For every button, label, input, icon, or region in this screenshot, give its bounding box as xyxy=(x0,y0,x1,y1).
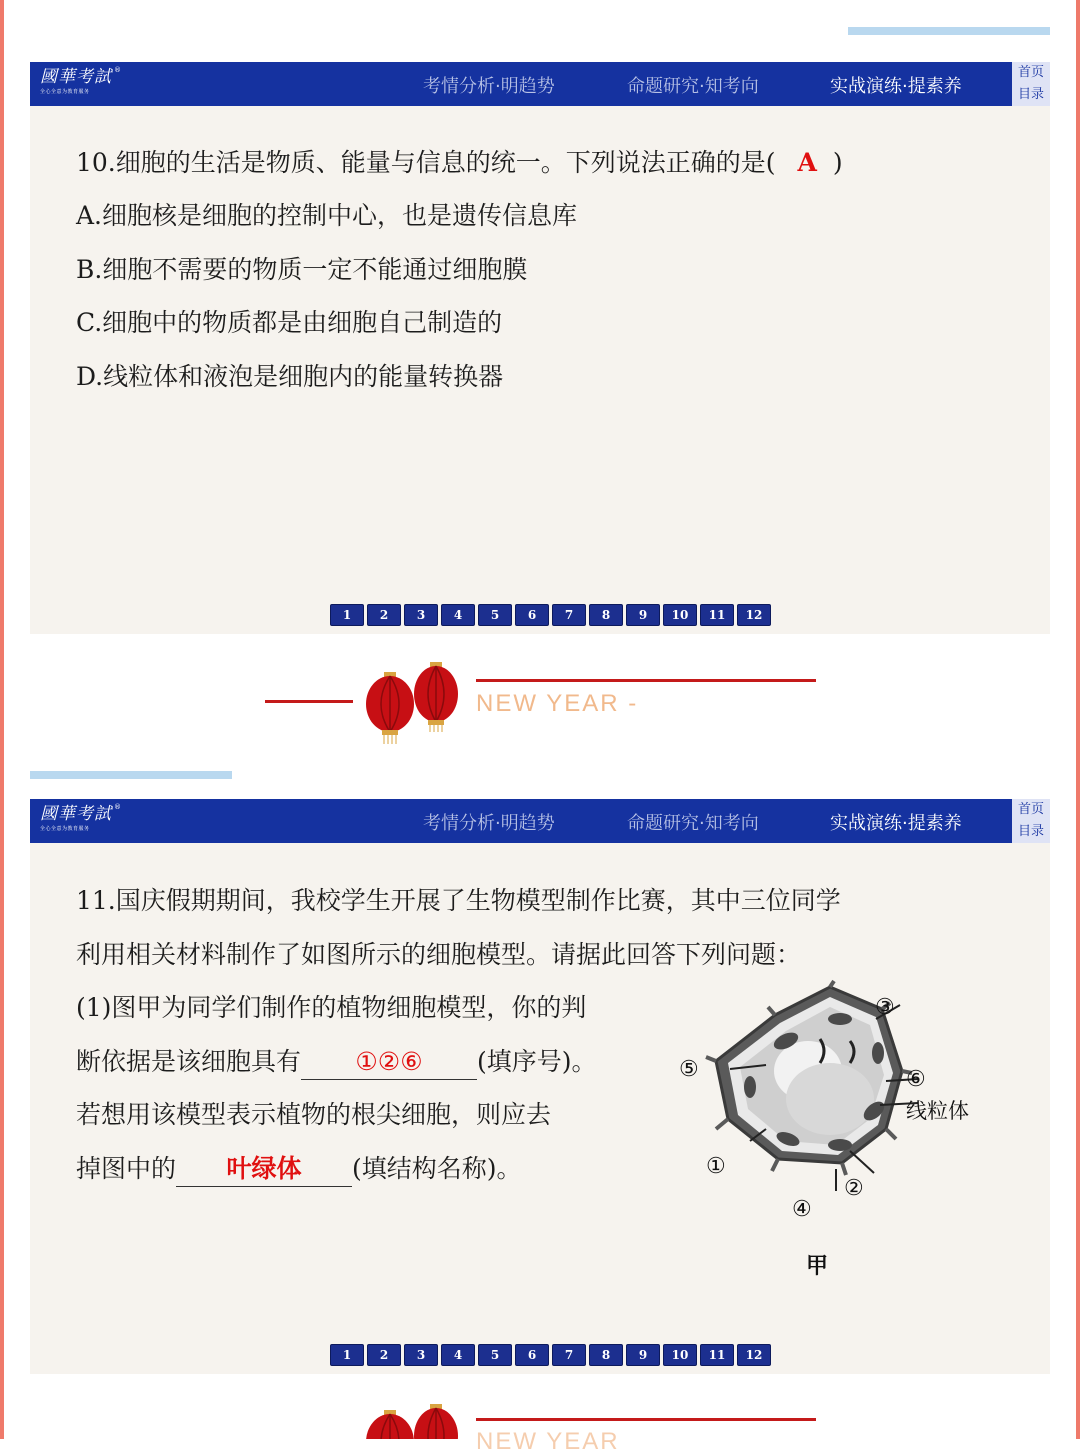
new-year-label-bottom: NEW YEAR xyxy=(476,1428,620,1455)
page-button-9[interactable]: 9 xyxy=(626,604,660,626)
option-c: C.细胞中的物质都是由细胞自己制造的 xyxy=(76,308,503,337)
page-button-5[interactable]: 5 xyxy=(478,604,512,626)
lantern-icon-bottom xyxy=(362,1404,467,1439)
page-button-4[interactable]: 4 xyxy=(441,604,475,626)
label-1: ① xyxy=(706,1154,726,1179)
nav-research[interactable]: 命题研究·知考向 xyxy=(627,813,759,834)
page-button-10[interactable]: 10 xyxy=(663,1344,697,1366)
accent-bar-top xyxy=(848,27,1050,35)
question-11-line-6: 掉图中的 叶绿体 (填结构名称)。 xyxy=(76,1142,522,1196)
question-11-line-2: 利用相关材料制作了如图所示的细胞模型。请据此回答下列问题： xyxy=(76,940,802,969)
diagram-caption: 甲 xyxy=(806,1253,829,1279)
question-11-line-1: 11.国庆假期期间，我校学生开展了生物模型制作比赛，其中三位同学 xyxy=(76,886,841,915)
lantern-icon xyxy=(362,660,467,746)
answer-10: A xyxy=(797,148,817,177)
page-button-11[interactable]: 11 xyxy=(700,604,734,626)
page-button-7[interactable]: 7 xyxy=(552,1344,586,1366)
page-button-12[interactable]: 12 xyxy=(737,1344,771,1366)
option-a: A.细胞核是细胞的控制中心，也是遗传信息库 xyxy=(76,201,578,230)
new-year-label: NEW YEAR - xyxy=(476,690,639,717)
page-button-8[interactable]: 8 xyxy=(589,604,623,626)
slide-header xyxy=(30,799,1050,843)
label-5: ⑤ xyxy=(679,1057,699,1082)
page-button-8[interactable]: 8 xyxy=(589,1344,623,1366)
page-button-7[interactable]: 7 xyxy=(552,604,586,626)
question-11-line-5: 若想用该模型表示植物的根尖细胞，则应去 xyxy=(76,1100,552,1129)
accent-bar-middle xyxy=(30,771,232,779)
page-navigator xyxy=(330,1344,771,1366)
page-button-2[interactable]: 2 xyxy=(367,1344,401,1366)
page-button-1[interactable]: 1 xyxy=(330,1344,364,1366)
page-button-10[interactable]: 10 xyxy=(663,604,697,626)
page-button-2[interactable]: 2 xyxy=(367,604,401,626)
page-button-9[interactable]: 9 xyxy=(626,1344,660,1366)
question-11-line-4: 断依据是该细胞具有 ①②⑥ (填序号)。 xyxy=(76,1035,597,1089)
page-button-12[interactable]: 12 xyxy=(737,604,771,626)
answer-11-2: 叶绿体 xyxy=(226,1154,302,1183)
separator-line-right-bottom xyxy=(476,1418,816,1421)
option-b: B.细胞不需要的物质一定不能通过细胞膜 xyxy=(76,255,528,284)
answer-11-1: ①②⑥ xyxy=(355,1047,423,1076)
page-button-5[interactable]: 5 xyxy=(478,1344,512,1366)
logo: 國華考試 全心全意为教育服务 ® xyxy=(40,803,121,832)
nav-research[interactable]: 命题研究·知考向 xyxy=(627,76,759,97)
page-button-6[interactable]: 6 xyxy=(515,604,549,626)
question-11-line-3: (1)图甲为同学们制作的植物细胞模型，你的判 xyxy=(76,993,587,1022)
nav-practice[interactable]: 实战演练·提素养 xyxy=(830,76,962,97)
nav-analysis[interactable]: 考情分析·明趋势 xyxy=(423,76,555,97)
page-button-11[interactable]: 11 xyxy=(700,1344,734,1366)
slide-header xyxy=(30,62,1050,106)
separator-line-left xyxy=(265,700,353,703)
nav-practice[interactable]: 实战演练·提素养 xyxy=(830,813,962,834)
label-2: ② xyxy=(844,1176,864,1201)
slide-question-11 xyxy=(30,799,1050,1374)
label-6: ⑥ xyxy=(906,1067,926,1092)
page-button-3[interactable]: 3 xyxy=(404,604,438,626)
logo: 國華考試 全心全意为教育服务 ® xyxy=(40,66,121,95)
label-3: ③ xyxy=(875,995,895,1020)
home-toc-button[interactable]: 首页 目录 xyxy=(1012,62,1050,106)
slide-question-10 xyxy=(30,62,1050,634)
page-button-1[interactable]: 1 xyxy=(330,604,364,626)
label-mitochondria: 线粒体 xyxy=(906,1099,969,1123)
question-10-stem: 10.细胞的生活是物质、能量与信息的统一。下列说法正确的是( A ) xyxy=(76,148,843,177)
separator-line-right xyxy=(476,679,816,682)
home-toc-button[interactable]: 首页 目录 xyxy=(1012,799,1050,843)
option-d: D.线粒体和液泡是细胞内的能量转换器 xyxy=(76,362,504,391)
page-button-3[interactable]: 3 xyxy=(404,1344,438,1366)
page-frame-left xyxy=(0,0,4,1439)
nav-analysis[interactable]: 考情分析·明趋势 xyxy=(423,813,555,834)
page-frame-right xyxy=(1076,0,1080,1439)
label-4: ④ xyxy=(792,1197,812,1222)
page-navigator xyxy=(330,604,771,626)
page-button-4[interactable]: 4 xyxy=(441,1344,475,1366)
page-button-6[interactable]: 6 xyxy=(515,1344,549,1366)
